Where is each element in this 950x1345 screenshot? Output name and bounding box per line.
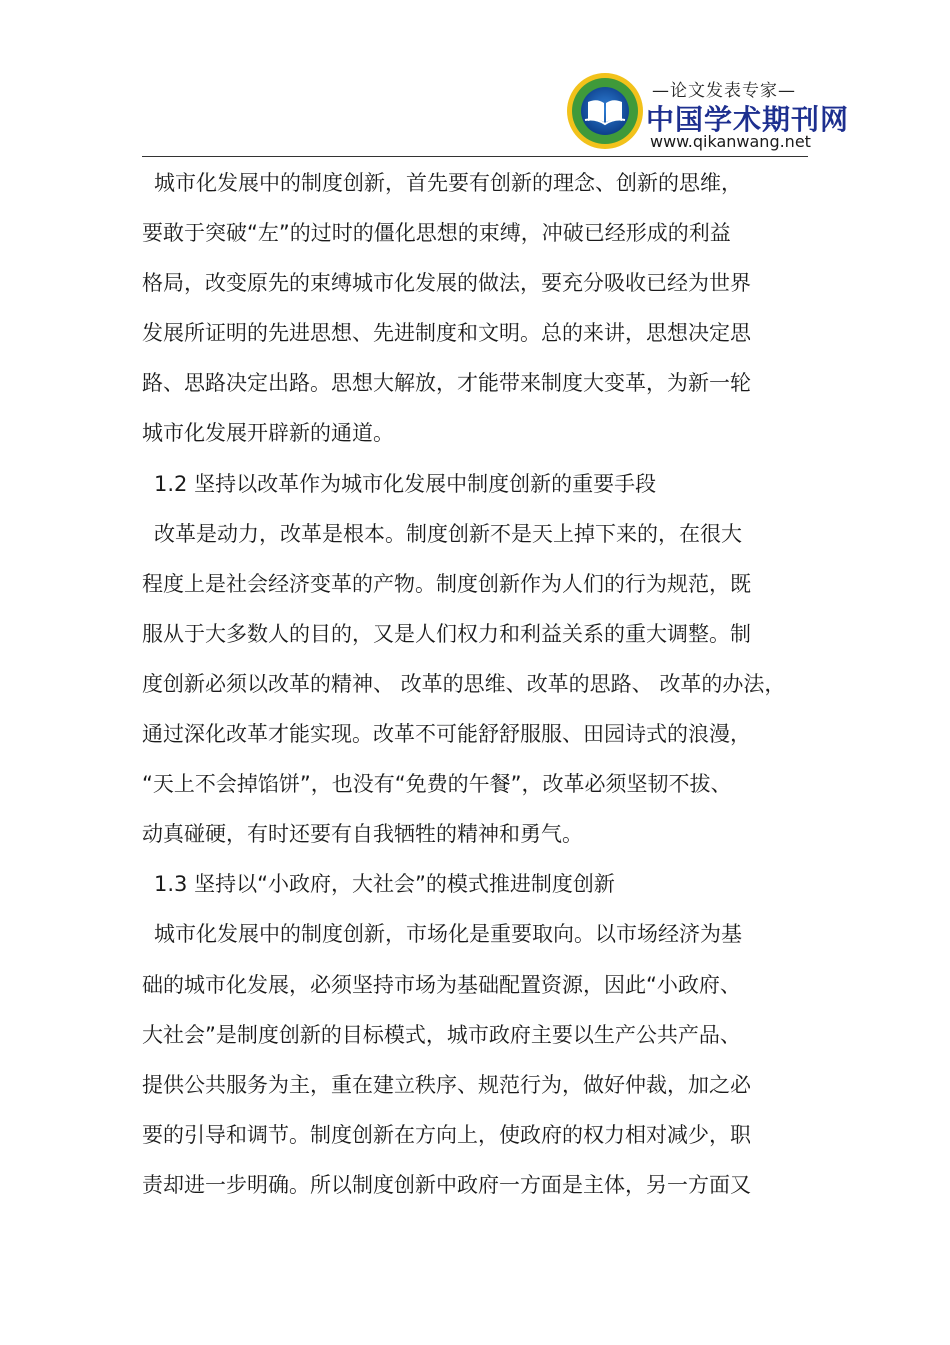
text-line: 动真碰硬，有时还要有自我牺牲的精神和勇气。 xyxy=(142,822,583,847)
article-body xyxy=(142,165,792,1217)
text-line: 路、思路决定出路。思想大解放，才能带来制度大变革，为新一轮 xyxy=(142,371,751,396)
text-line: 责却进一步明确。所以制度创新中政府一方面是主体，另一方面又 xyxy=(142,1172,751,1197)
text-line: 提供公共服务为主，重在建立秩序、规范行为，做好仲裁，加之必 xyxy=(142,1072,751,1097)
text-line: 格局，改变原先的束缚城市化发展的做法，要充分吸收已经为世界 xyxy=(142,271,751,296)
logo-url: www.qikanwang.net xyxy=(650,132,811,151)
text-line: 城市化发展中的制度创新，首先要有创新的理念、创新的思维， xyxy=(154,171,742,195)
text-line: 通过深化改革才能实现。改革不可能舒舒服服、田园诗式的浪漫， xyxy=(142,722,751,747)
logo-name: 中国学术期刊网 xyxy=(646,103,850,136)
text-line: 改革是动力，改革是根本。制度创新不是天上掉下来的，在很大 xyxy=(154,521,742,546)
text-line: 发展所证明的先进思想、先进制度和文明。总的来讲，思想决定思 xyxy=(142,321,751,346)
page-header xyxy=(0,0,950,160)
open-book-icon xyxy=(566,72,644,150)
header-divider xyxy=(142,156,808,157)
logo-tagline: —论文发表专家— xyxy=(652,81,796,101)
text-line: 要敢于突破“左”的过时的僵化思想的束缚，冲破已经形成的利益 xyxy=(142,221,731,246)
section-heading: 1.3 坚持以“小政府，大社会”的模式推进制度创新 xyxy=(154,872,615,897)
text-line: 城市化发展开辟新的通道。 xyxy=(142,421,394,446)
text-line: 城市化发展中的制度创新，市场化是重要取向。以市场经济为基 xyxy=(154,922,742,947)
text-line: 程度上是社会经济变革的产物。制度创新作为人们的行为规范，既 xyxy=(142,571,751,596)
text-line: 础的城市化发展，必须坚持市场为基础配置资源，因此“小政府、 xyxy=(142,972,741,997)
text-line: 服从于大多数人的目的，又是人们权力和利益关系的重大调整。制 xyxy=(142,621,751,646)
section-heading: 1.2 坚持以改革作为城市化发展中制度创新的重要手段 xyxy=(154,471,657,496)
text-line: 度创新必须以改革的精神、 改革的思维、改革的思路、 改革的办法， xyxy=(142,671,786,696)
text-line: 大社会”是制度创新的目标模式，城市政府主要以生产公共产品、 xyxy=(142,1022,741,1047)
text-line: 要的引导和调节。制度创新在方向上，使政府的权力相对减少，职 xyxy=(142,1122,751,1147)
text-line: “天上不会掉馅饼”，也没有“免费的午餐”，改革必须坚韧不拔、 xyxy=(142,772,732,797)
